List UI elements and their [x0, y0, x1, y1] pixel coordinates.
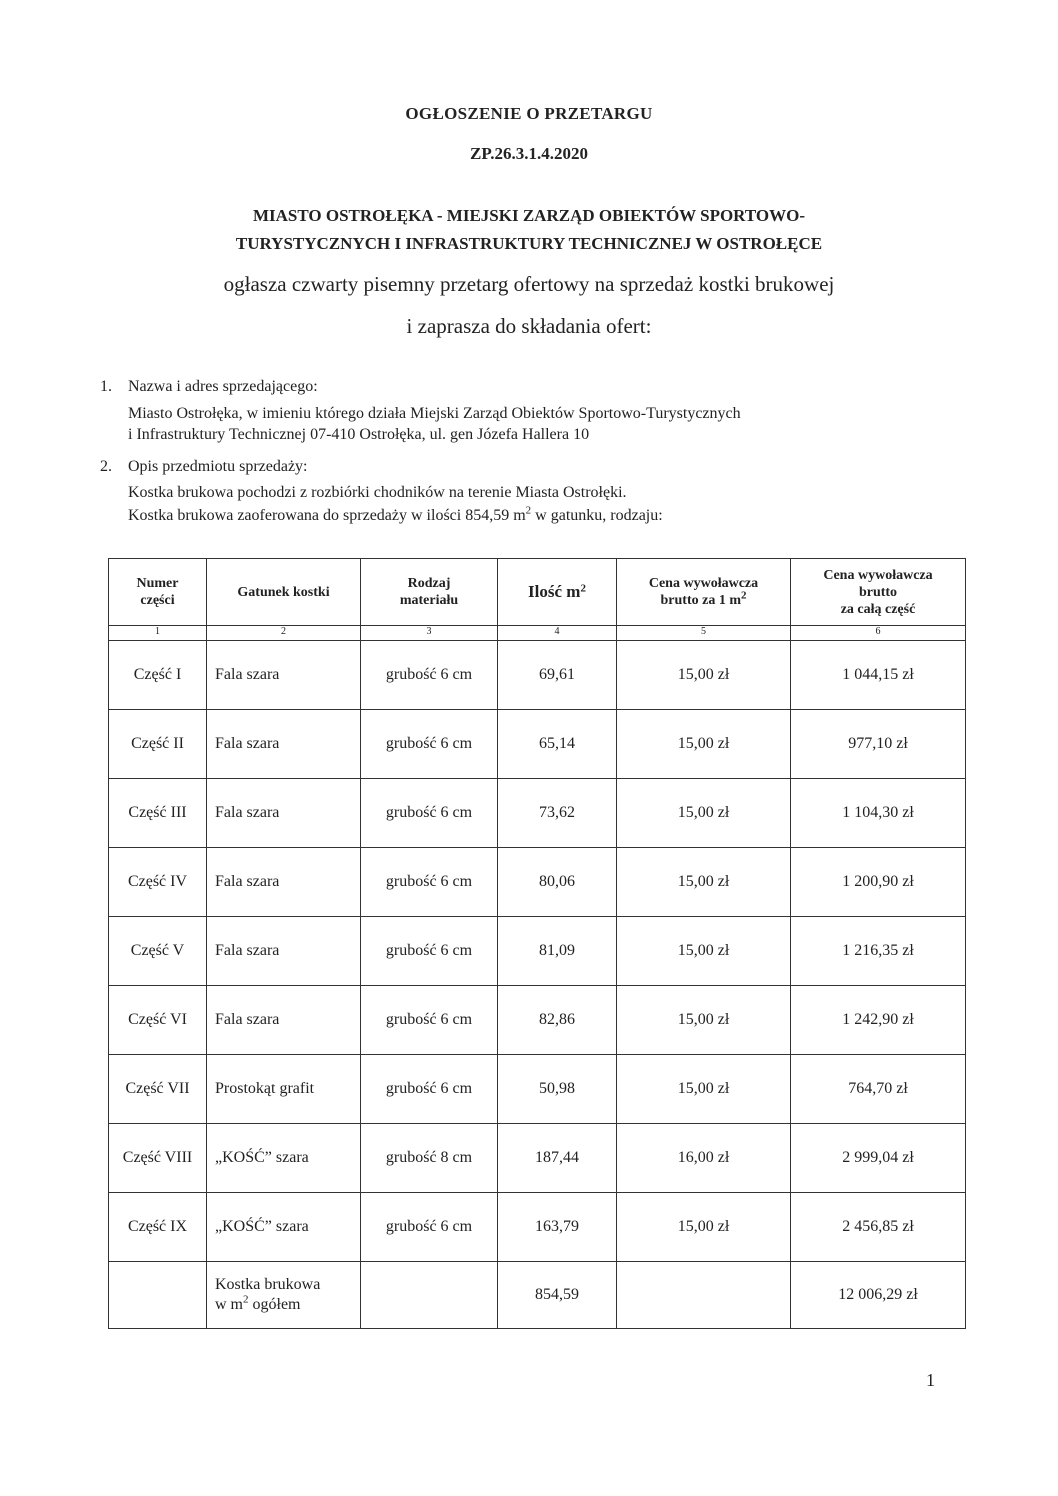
header-text: Ilość m — [528, 581, 581, 601]
cell-quantity: 187,44 — [498, 1124, 617, 1193]
cell-material: grubość 6 cm — [361, 710, 498, 779]
total-label-text: w m — [215, 1296, 243, 1313]
column-index: 5 — [617, 626, 791, 641]
cell-unit-price: 16,00 zł — [617, 1124, 791, 1193]
header-part-number — [109, 559, 207, 626]
superscript: 2 — [580, 581, 586, 594]
header-text: Cena wywoławcza — [648, 576, 759, 591]
section-line-quantity — [128, 505, 663, 526]
cell-total-quantity: 854,59 — [498, 1262, 617, 1329]
header-text: Numer — [136, 576, 179, 591]
cell-unit-price: 15,00 zł — [617, 986, 791, 1055]
cell-unit-price: 15,00 zł — [617, 641, 791, 710]
cell-material: grubość 6 cm — [361, 1193, 498, 1262]
header-quantity — [498, 559, 617, 626]
cell-total: 764,70 zł — [791, 1055, 966, 1124]
header-text: brutto za 1 m — [660, 593, 741, 608]
cell-material: grubość 6 cm — [361, 779, 498, 848]
table-row — [109, 1124, 966, 1193]
header-text: za całą część — [840, 601, 916, 617]
header-text: brutto — [858, 584, 898, 600]
cell-type: Fala szara — [207, 986, 361, 1055]
header-text: części — [140, 593, 175, 608]
reference-number: ZP.26.3.1.4.2020 — [470, 144, 588, 163]
column-index: 1 — [109, 626, 207, 641]
section-heading: Nazwa i adres sprzedającego: — [128, 378, 318, 395]
cell-material: grubość 8 cm — [361, 1124, 498, 1193]
section-number: 2. — [100, 458, 112, 475]
table-row — [109, 641, 966, 710]
cell-unit-price: 15,00 zł — [617, 1055, 791, 1124]
header-total-price — [791, 559, 966, 626]
organization-line-1: MIASTO OSTROŁĘKA - MIEJSKI ZARZĄD OBIEKTÓW SPORTOWO- — [252, 206, 806, 225]
cell-total: 1 104,30 zł — [791, 779, 966, 848]
cell-total: 1 044,15 zł — [791, 641, 966, 710]
header-material — [361, 559, 498, 626]
cell-total: 2 999,04 zł — [791, 1124, 966, 1193]
cell-unit-price: 15,00 zł — [617, 710, 791, 779]
cell-part: Część IV — [109, 848, 207, 917]
cell-part: Część V — [109, 917, 207, 986]
section-heading: Opis przedmiotu sprzedaży: — [128, 458, 308, 475]
header-text: materiału — [399, 593, 459, 608]
cell-empty — [109, 1262, 207, 1329]
cell-type: Fala szara — [207, 710, 361, 779]
cell-quantity: 163,79 — [498, 1193, 617, 1262]
cell-material: grubość 6 cm — [361, 986, 498, 1055]
table-row — [109, 848, 966, 917]
cell-total: 1 242,90 zł — [791, 986, 966, 1055]
column-index: 3 — [361, 626, 498, 641]
cell-material: grubość 6 cm — [361, 917, 498, 986]
quantity-text-tail: w gatunku, rodzaju: — [535, 507, 663, 524]
document-title: OGŁOSZENIE O PRZETARGU — [405, 104, 653, 123]
table-row — [109, 779, 966, 848]
table-row — [109, 986, 966, 1055]
cell-quantity: 81,09 — [498, 917, 617, 986]
cell-unit-price: 15,00 zł — [617, 1193, 791, 1262]
cell-type: „KOŚĆ” szara — [207, 1124, 361, 1193]
section-seller — [100, 376, 940, 446]
cell-type: Fala szara — [207, 848, 361, 917]
header-text: Rodzaj — [407, 576, 451, 591]
page-number: 1 — [926, 1370, 935, 1390]
total-label-text: ogółem — [248, 1296, 301, 1313]
table-total-row — [109, 1262, 966, 1329]
table-header-row — [109, 559, 966, 626]
cell-part: Część II — [109, 710, 207, 779]
cell-unit-price: 15,00 zł — [617, 779, 791, 848]
cell-quantity: 80,06 — [498, 848, 617, 917]
table-row — [109, 1055, 966, 1124]
cell-part: Część IX — [109, 1193, 207, 1262]
section-line: Miasto Ostrołęka, w imieniu którego działa Miejski Zarząd Obiektów Sportowo-Turystycznych — [128, 405, 741, 422]
cell-quantity: 50,98 — [498, 1055, 617, 1124]
cell-material: grubość 6 cm — [361, 641, 498, 710]
cell-grand-total: 12 006,29 zł — [791, 1262, 966, 1329]
cell-unit-price: 15,00 zł — [617, 848, 791, 917]
cell-total: 977,10 zł — [791, 710, 966, 779]
table-row — [109, 710, 966, 779]
total-label-text: Kostka brukowa — [215, 1276, 321, 1293]
cell-total-label — [207, 1262, 361, 1329]
cell-material: grubość 6 cm — [361, 1055, 498, 1124]
header-type: Gatunek kostki — [207, 559, 361, 626]
section-line: Kostka brukowa pochodzi z rozbiórki chodników na terenie Miasta Ostrołęki. — [128, 484, 627, 501]
column-index: 6 — [791, 626, 966, 641]
column-index: 2 — [207, 626, 361, 641]
cell-type: Prostokąt grafit — [207, 1055, 361, 1124]
column-index: 4 — [498, 626, 617, 641]
table-row — [109, 917, 966, 986]
cell-type: Fala szara — [207, 917, 361, 986]
cell-part: Część III — [109, 779, 207, 848]
section-description — [100, 456, 940, 526]
cell-quantity: 82,86 — [498, 986, 617, 1055]
table-index-row — [109, 626, 966, 641]
cell-part: Część VIII — [109, 1124, 207, 1193]
lead-line-1: ogłasza czwarty pisemny przetarg ofertowy na sprzedaż kostki brukowej — [223, 272, 835, 296]
cell-type: Fala szara — [207, 779, 361, 848]
cell-unit-price: 15,00 zł — [617, 917, 791, 986]
table-row — [109, 1193, 966, 1262]
header-text: Cena wywoławcza — [823, 567, 933, 583]
organization-line-2: TURYSTYCZNYCH I INFRASTRUKTURY TECHNICZNEJ W OSTROŁĘCE — [235, 234, 823, 253]
cell-quantity: 69,61 — [498, 641, 617, 710]
superscript: 2 — [243, 1293, 249, 1306]
cell-part: Część I — [109, 641, 207, 710]
lead-line-2: i zaprasza do składania ofert: — [406, 314, 652, 338]
cell-total: 2 456,85 zł — [791, 1193, 966, 1262]
cell-part: Część VI — [109, 986, 207, 1055]
section-number: 1. — [100, 378, 112, 395]
cell-type: „KOŚĆ” szara — [207, 1193, 361, 1262]
superscript: 2 — [525, 504, 532, 517]
cell-empty — [617, 1262, 791, 1329]
quantity-text: Kostka brukowa zaoferowana do sprzedaży w ilości 854,59 m — [128, 507, 526, 524]
cell-quantity: 73,62 — [498, 779, 617, 848]
cell-type: Fala szara — [207, 641, 361, 710]
parts-table — [108, 558, 966, 1329]
section-line: i Infrastruktury Technicznej 07-410 Ostrołęka, ul. gen Józefa Hallera 10 — [128, 426, 590, 443]
cell-empty — [361, 1262, 498, 1329]
cell-part: Część VII — [109, 1055, 207, 1124]
cell-material: grubość 6 cm — [361, 848, 498, 917]
header-unit-price — [617, 559, 791, 626]
cell-quantity: 65,14 — [498, 710, 617, 779]
cell-total: 1 216,35 zł — [791, 917, 966, 986]
superscript: 2 — [741, 589, 747, 602]
cell-total: 1 200,90 zł — [791, 848, 966, 917]
